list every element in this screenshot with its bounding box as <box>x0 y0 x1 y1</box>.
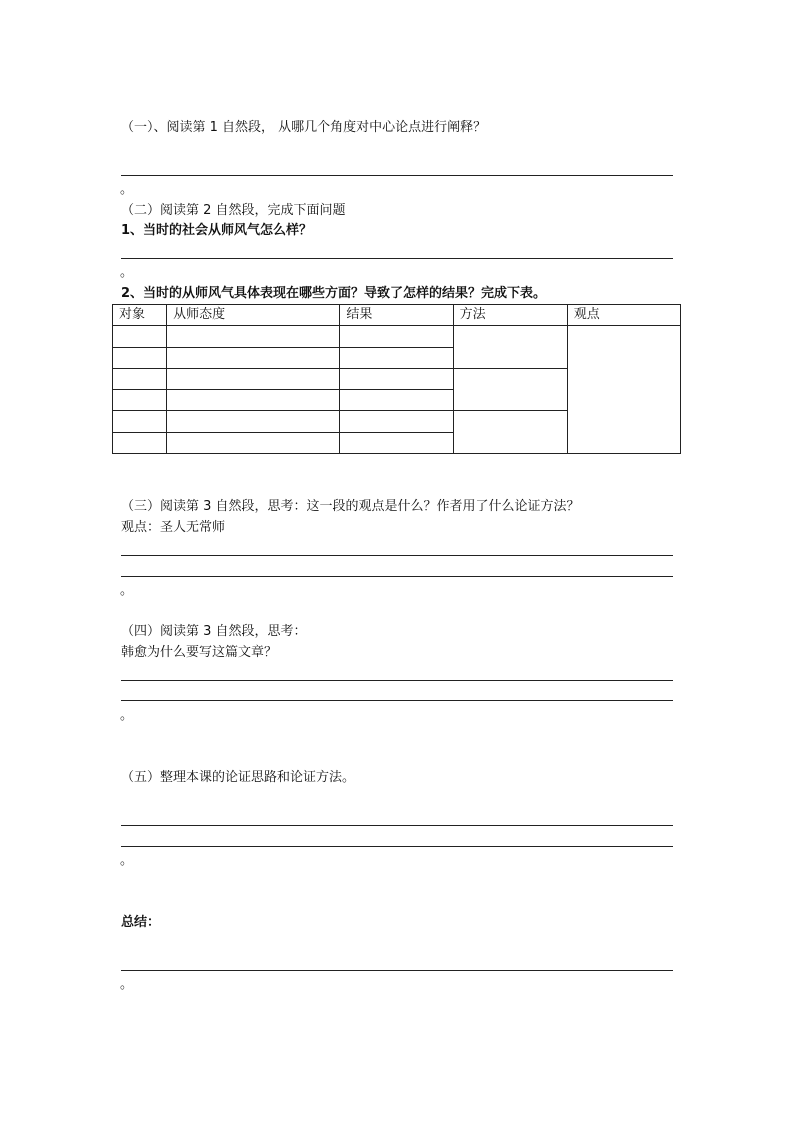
table-cell[interactable] <box>167 326 340 347</box>
summary-answer-line[interactable] <box>121 970 673 971</box>
table-cell[interactable] <box>113 411 167 432</box>
table-cell[interactable] <box>113 326 167 347</box>
table-row <box>113 326 681 347</box>
section5-end-mark: 。 <box>120 853 134 868</box>
section3-answer-line-1[interactable] <box>121 555 673 556</box>
table-header-row <box>113 305 681 326</box>
summary-end-mark: 。 <box>120 977 134 992</box>
table-cell-method-1[interactable] <box>453 326 567 369</box>
section2-question-1: 1、当时的社会从师风气怎么样？ <box>121 223 313 238</box>
table-cell[interactable] <box>113 347 167 368</box>
section4-title: （四）阅读第 3 自然段，思考： <box>121 624 307 639</box>
section1-end-mark: 。 <box>120 182 134 197</box>
table-cell[interactable] <box>340 411 453 432</box>
table-cell[interactable] <box>340 326 453 347</box>
section1-title: （一）、阅读第 1 自然段， 从哪几个角度对中心论点进行阐释？ <box>121 120 487 135</box>
section1-answer-line[interactable] <box>121 175 673 176</box>
table-cell-method-2[interactable] <box>453 368 567 411</box>
header-viewpoint: 观点 <box>567 305 680 326</box>
table-cell[interactable] <box>113 432 167 453</box>
table-cell-method-3[interactable] <box>453 411 567 454</box>
section3-end-mark: 。 <box>120 583 134 598</box>
section4-answer-line-2[interactable] <box>121 700 673 701</box>
table-cell[interactable] <box>167 368 340 389</box>
section5-answer-line-1[interactable] <box>121 825 673 826</box>
section3-answer-line-2[interactable] <box>121 576 673 577</box>
table-cell[interactable] <box>167 347 340 368</box>
section2-title: （二）阅读第 2 自然段，完成下面问题 <box>121 203 346 218</box>
table-cell-viewpoint[interactable] <box>567 326 680 454</box>
section2-q1-end-mark: 。 <box>120 265 134 280</box>
section4-answer-line-1[interactable] <box>121 680 673 681</box>
header-result: 结果 <box>340 305 453 326</box>
header-attitude: 从师态度 <box>167 305 340 326</box>
table-cell[interactable] <box>340 432 453 453</box>
table-cell[interactable] <box>340 390 453 411</box>
section4-question: 韩愈为什么要写这篇文章？ <box>121 645 278 660</box>
table-cell[interactable] <box>167 432 340 453</box>
table-cell[interactable] <box>113 390 167 411</box>
study-attitude-table <box>112 304 681 454</box>
summary-title: 总结： <box>121 915 161 930</box>
section3-title: （三）阅读第 3 自然段，思考：这一段的观点是什么？作者用了什么论证方法？ <box>121 499 580 514</box>
header-method: 方法 <box>453 305 567 326</box>
table-cell[interactable] <box>167 411 340 432</box>
table-cell[interactable] <box>113 368 167 389</box>
section2-question-2: 2、当时的从师风气具体表现在哪些方面？导致了怎样的结果？完成下表。 <box>121 286 547 301</box>
table-cell[interactable] <box>340 368 453 389</box>
table-cell[interactable] <box>167 390 340 411</box>
section5-title: （五）整理本课的论证思路和论证方法。 <box>121 770 356 785</box>
section2-q1-answer-line[interactable] <box>121 258 673 259</box>
section4-end-mark: 。 <box>120 708 134 723</box>
section5-answer-line-2[interactable] <box>121 846 673 847</box>
table-cell[interactable] <box>340 347 453 368</box>
section3-answer: 观点：圣人无常师 <box>121 520 226 535</box>
header-object: 对象 <box>113 305 167 326</box>
